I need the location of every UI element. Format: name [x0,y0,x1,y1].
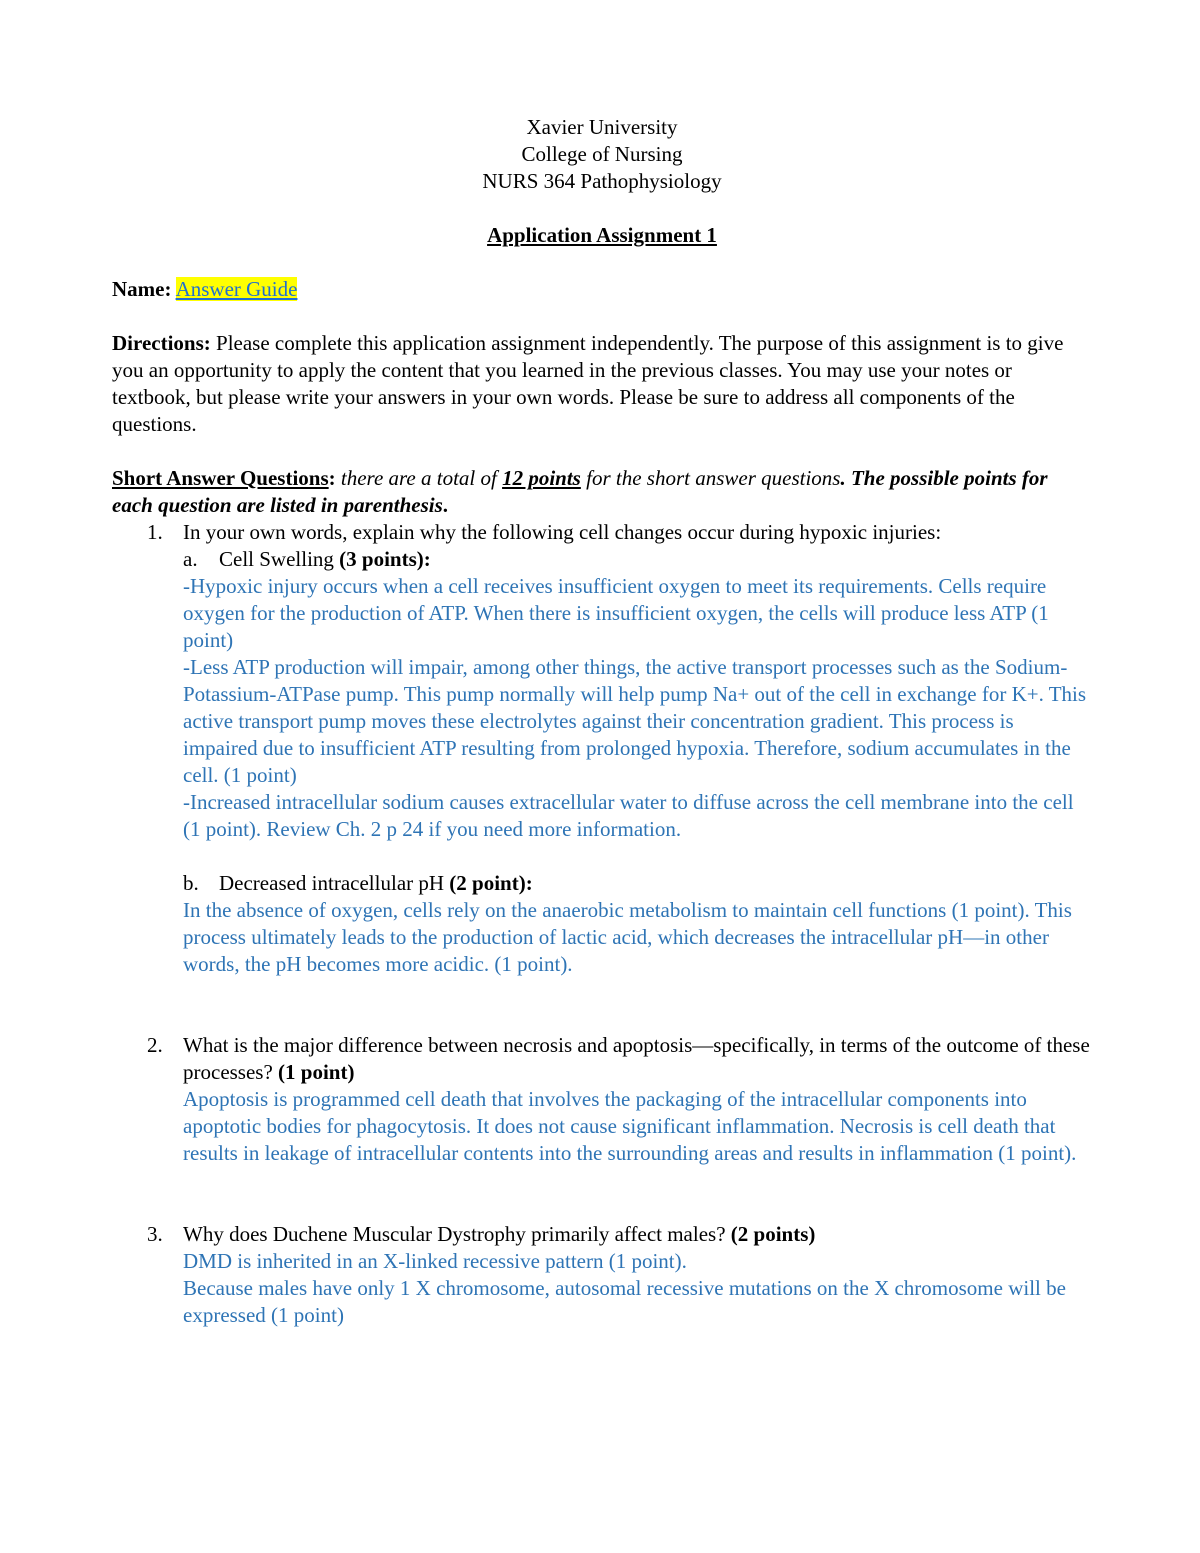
answer-1a-para-1: -Hypoxic injury occurs when a cell receives insufficient oxygen to meet its requirements. Cells require oxygen for the production of ATP. When there is insufficient oxygen, the cells will produce less ATP (1 point) [183,574,1049,652]
assignment-title-text: Application Assignment 1 [487,223,717,247]
short-answer-intro-4: . [442,493,449,517]
question-1b [183,870,1092,897]
question-2 [112,1032,1092,1167]
short-answer-intro-3: . The possible points for each question are listed in parenthesis [112,466,1048,517]
question-3-points: (2 points) [730,1222,816,1246]
question-1-text: In your own words, explain why the following cell changes occur during hypoxic injuries: [183,520,942,544]
question-1a-letter: a. [183,547,198,571]
question-2-line [183,1032,1092,1086]
answer-1a-para-2: -Less ATP production will impair, among other things, the active transport processes such as the Sodium-Potassium-ATPase pump. This pump normally will help pump Na+ out of the cell in exchange for K+. This active transport pump moves these electrolytes against their concentration gradient. This process is impaired due to insufficient ATP resulting from prolonged hypoxia. Therefore, sodium accumulates in the cell. (1 point) [183,655,1087,787]
name-label: Name: [112,277,172,301]
answer-3-line-1: DMD is inherited in an X-linked recessive pattern (1 point). [183,1249,687,1273]
question-3-text: Why does Duchene Muscular Dystrophy primarily affect males? [183,1222,731,1246]
document-page [112,114,1092,1329]
question-1b-points: (2 point): [449,871,533,895]
question-3 [112,1221,1092,1329]
question-3-number: 3. [147,1222,163,1246]
question-1b-letter: b. [183,871,199,895]
question-1a-text: Cell Swelling [219,547,340,571]
course-name: NURS 364 Pathophysiology [482,169,722,193]
question-2-number: 2. [147,1033,163,1057]
directions-paragraph [112,330,1092,438]
short-answer-colon: : [328,466,336,490]
question-1-number: 1. [147,520,163,544]
directions-label: Directions: [112,331,211,355]
answer-1a-para-3: -Increased intracellular sodium causes extracellular water to diffuse across the cell membrane into the cell (1 point). Review Ch. 2 p 24 if you need more information. [183,790,1074,841]
question-1b-text: Decreased intracellular pH [219,871,450,895]
college-name: College of Nursing [521,142,683,166]
short-answer-label: Short Answer Questions [112,466,329,490]
short-answer-intro-2: for the short answer questions [580,466,841,490]
question-1 [112,519,1092,978]
name-value: Answer Guide [175,277,298,301]
university-name: Xavier University [526,115,678,139]
question-3-line [183,1221,1092,1248]
question-2-points: (1 point) [278,1060,355,1084]
short-answer-points: 12 points [502,466,581,490]
directions-text: Please complete this application assignment independently. The purpose of this assignment is to give you an opportunity to apply the content that you learned in the previous classes. You may use your notes or textbook, but please write your answers in your own words. Please be sure to address all components of the questions. [112,331,1064,436]
assignment-title [112,222,1092,249]
short-answer-intro [112,465,1092,519]
answer-3-line-2: Because males have only 1 X chromosome, autosomal recessive mutations on the X chromosome will be expressed (1 point) [183,1276,1066,1327]
question-1a-points: (3 points): [339,547,431,571]
question-1a [183,546,1092,573]
answer-2: Apoptosis is programmed cell death that involves the packaging of the intracellular components into apoptotic bodies for phagocytosis. It does not cause significant inflammation. Necrosis is cell death that results in leakage of intracellular contents into the surrounding areas and results in inflammation (1 point). [183,1087,1077,1165]
name-line [112,276,1092,303]
answer-1b: In the absence of oxygen, cells rely on the anaerobic metabolism to maintain cell functions (1 point). This process ultimately leads to the production of lactic acid, which decreases the intracellular pH—in other words, the pH becomes more acidic. (1 point). [183,898,1072,976]
question-2-text: What is the major difference between necrosis and apoptosis—specifically, in terms of the outcome of these processes? [183,1033,1090,1084]
short-answer-intro-1: there are a total of [335,466,503,490]
